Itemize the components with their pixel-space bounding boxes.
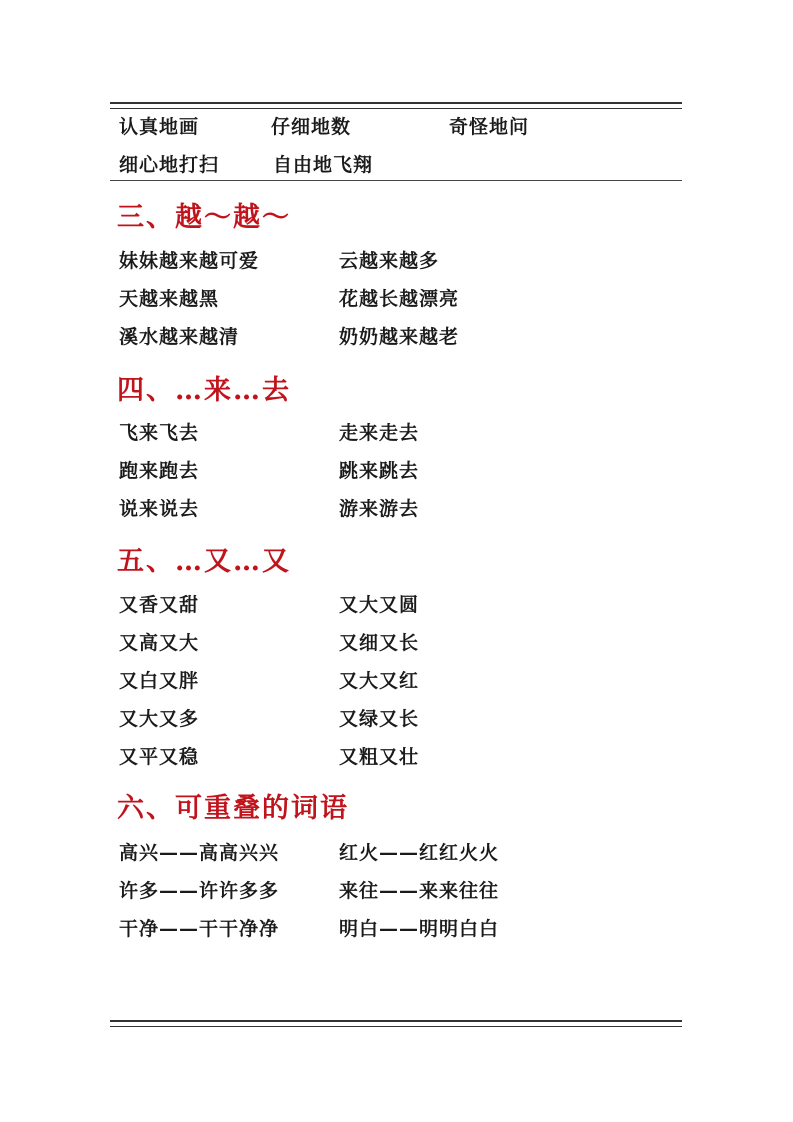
phrase: 细心地打扫	[119, 154, 220, 176]
phrase: 奶奶越来越老	[339, 326, 460, 348]
phrase: 飞来飞去	[119, 422, 200, 444]
phrase: 游来游去	[339, 498, 420, 520]
section-heading-3: 三、越～越～	[117, 202, 291, 233]
phrase: 奇怪地问	[449, 116, 530, 138]
phrase: 干净——干干净净	[119, 918, 280, 940]
phrase: 又粗又壮	[339, 746, 420, 768]
phrase: 又高又大	[119, 632, 200, 654]
phrase: 仔细地数	[271, 116, 352, 138]
phrase: 又香又甜	[119, 594, 200, 616]
phrase: 走来走去	[339, 422, 420, 444]
phrase: 天越来越黑	[119, 288, 220, 310]
phrase: 自由地飞翔	[273, 154, 374, 176]
phrase: 又大又红	[339, 670, 420, 692]
top-double-rule	[110, 102, 682, 109]
phrase: 认真地画	[119, 116, 200, 138]
bottom-double-rule	[110, 1020, 682, 1027]
phrase: 又绿又长	[339, 708, 420, 730]
phrase: 高兴——高高兴兴	[119, 842, 280, 864]
phrase: 又白又胖	[119, 670, 200, 692]
phrase: 又大又多	[119, 708, 200, 730]
phrase: 说来说去	[119, 498, 200, 520]
section-divider	[110, 180, 682, 181]
phrase: 明白——明明白白	[339, 918, 500, 940]
phrase: 许多——许许多多	[119, 880, 280, 902]
section-heading-4: 四、…来…去	[117, 375, 291, 406]
phrase: 溪水越来越清	[119, 326, 240, 348]
phrase: 云越来越多	[339, 250, 440, 272]
phrase: 又大又圆	[339, 594, 420, 616]
phrase: 妹妹越来越可爱	[119, 250, 260, 272]
phrase: 跑来跑去	[119, 460, 200, 482]
phrase: 又平又稳	[119, 746, 200, 768]
phrase: 又细又长	[339, 632, 420, 654]
phrase: 跳来跳去	[339, 460, 420, 482]
section-heading-6: 六、可重叠的词语	[117, 793, 349, 824]
phrase: 红火——红红火火	[339, 842, 500, 864]
phrase: 来往——来来往往	[339, 880, 500, 902]
phrase: 花越长越漂亮	[339, 288, 460, 310]
section-heading-5: 五、…又…又	[117, 546, 291, 577]
